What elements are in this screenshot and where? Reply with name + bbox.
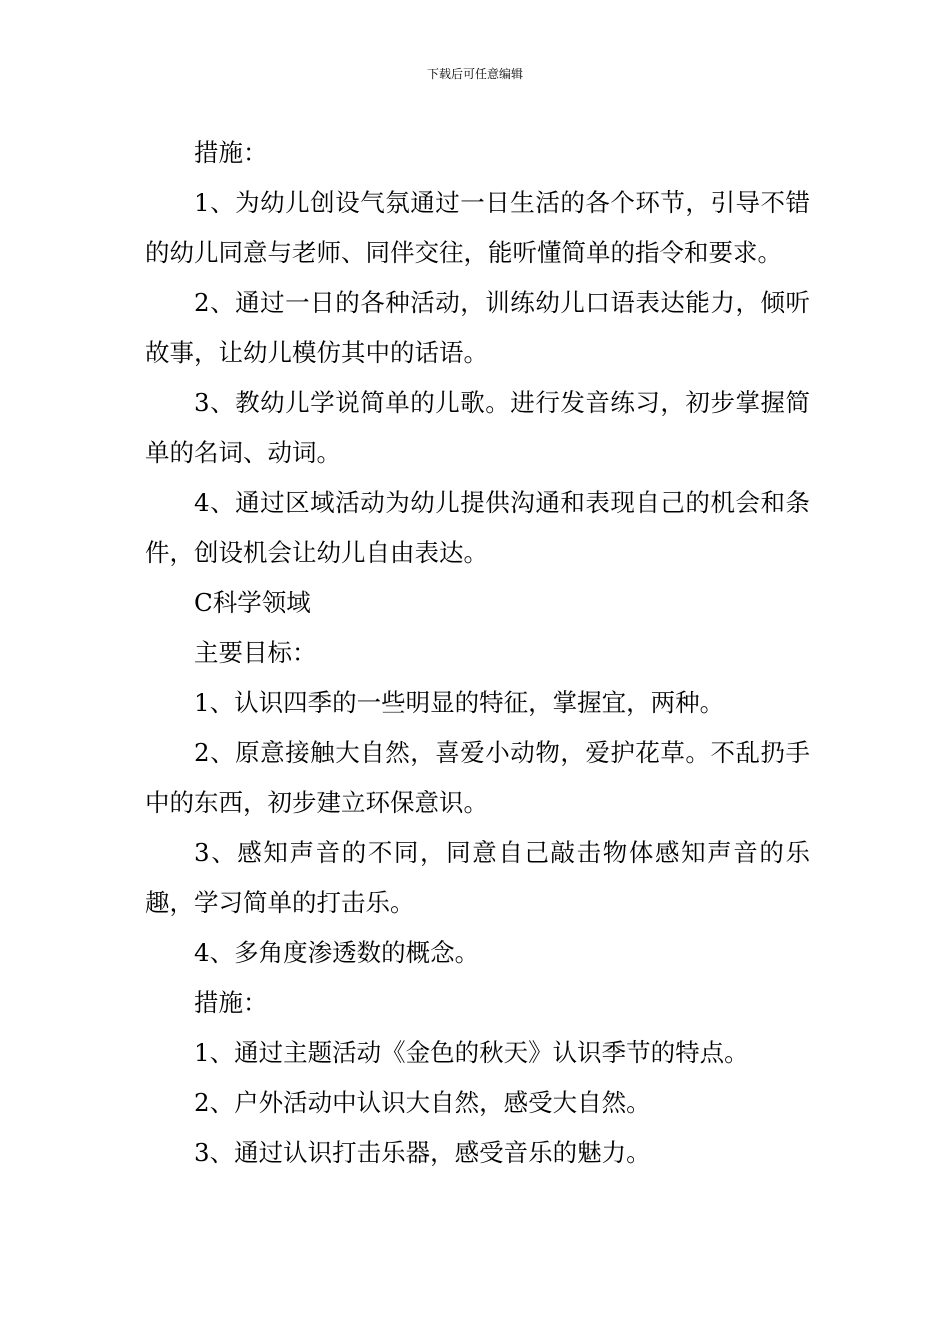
section-heading-science: C科学领域 [194,588,311,617]
paragraph-goals-heading: 主要目标： [194,638,317,667]
paragraph-goal-2: 2、原意接触大自然，喜爱小动物，爱护花草。不乱扔手中的东西，初步建立环保意识。 [145,738,810,817]
document-body [145,128,810,1178]
paragraph-measures-heading-2: 措施： [194,988,268,1017]
paragraph-science-measure-1: 1、通过主题活动《金色的秋天》认识季节的特点。 [194,1038,749,1067]
paragraph-goal-1: 1、认识四季的一些明显的特征，掌握宜，两种。 [194,688,725,717]
paragraph-goal-4: 4、多角度渗透数的概念。 [194,938,480,967]
paragraph-measures-heading: 措施： [194,138,268,167]
paragraph-measure-3: 3、教幼儿学说简单的儿歌。进行发音练习，初步掌握简单的名词、动词。 [145,388,810,467]
paragraph-science-measure-2: 2、户外活动中认识大自然，感受大自然。 [194,1088,651,1117]
paragraph-goal-3: 3、感知声音的不同，同意自己敲击物体感知声音的乐趣，学习简单的打击乐。 [145,838,810,917]
page-header: 下载后可任意编辑 [426,67,523,81]
paragraph-measure-1: 1、为幼儿创设气氛通过一日生活的各个环节，引导不错的幼儿同意与老师、同伴交往，能听懂简单的指令和要求。 [145,188,810,267]
paragraph-measure-2: 2、通过一日的各种活动，训练幼儿口语表达能力，倾听故事，让幼儿模仿其中的话语。 [145,288,810,367]
paragraph-measure-4: 4、通过区域活动为幼儿提供沟通和表现自己的机会和条件，创设机会让幼儿自由表达。 [145,488,810,567]
paragraph-science-measure-3: 3、通过认识打击乐器，感受音乐的魅力。 [194,1138,651,1167]
